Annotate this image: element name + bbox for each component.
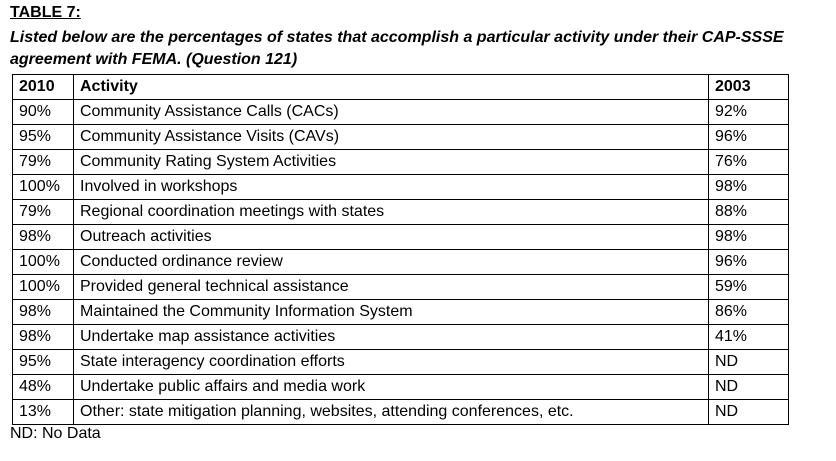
cell-2010: 100% (13, 250, 74, 275)
cell-activity: Regional coordination meetings with states (74, 200, 709, 225)
table-row (13, 100, 789, 125)
cell-2010: 98% (13, 300, 74, 325)
table-row (13, 125, 789, 150)
table-row (13, 325, 789, 350)
table-row (13, 275, 789, 300)
cell-2010: 100% (13, 175, 74, 200)
cell-activity: Outreach activities (74, 225, 709, 250)
cell-2010: 98% (13, 325, 74, 350)
table-header-row (13, 75, 789, 100)
table-caption: Listed below are the percentages of states that accomplish a particular activity under their CAP-SSSE agreement with FEMA. (Question 121) (10, 29, 784, 68)
cell-activity: Undertake map assistance activities (74, 325, 709, 350)
cell-2010: 90% (13, 100, 74, 125)
cell-activity: Conducted ordinance review (74, 250, 709, 275)
cell-2010: 100% (13, 275, 74, 300)
table-row (13, 150, 789, 175)
table-body (13, 100, 789, 425)
cell-2003: 41% (709, 325, 789, 350)
cell-activity: Undertake public affairs and media work (74, 375, 709, 400)
cell-activity: Provided general technical assistance (74, 275, 709, 300)
cell-2003: 98% (709, 225, 789, 250)
cell-activity: Community Assistance Visits (CAVs) (74, 125, 709, 150)
cell-2010: 79% (13, 150, 74, 175)
cell-activity: Community Assistance Calls (CACs) (74, 100, 709, 125)
cell-2003: ND (709, 375, 789, 400)
cell-2010: 79% (13, 200, 74, 225)
cell-activity: Community Rating System Activities (74, 150, 709, 175)
cell-2010: 13% (13, 400, 74, 425)
cell-2010: 95% (13, 350, 74, 375)
cell-2010: 95% (13, 125, 74, 150)
cell-2003: 98% (709, 175, 789, 200)
header-activity: Activity (74, 75, 709, 100)
table-row (13, 300, 789, 325)
cell-2003: 96% (709, 125, 789, 150)
activities-table (12, 74, 789, 425)
table-row (13, 175, 789, 200)
header-2003: 2003 (709, 75, 789, 100)
table-row (13, 350, 789, 375)
table-title: TABLE 7: (10, 4, 81, 21)
cell-activity: Involved in workshops (74, 175, 709, 200)
cell-activity: State interagency coordination efforts (74, 350, 709, 375)
cell-2003: 59% (709, 275, 789, 300)
table-row (13, 375, 789, 400)
footnote: ND: No Data (10, 425, 101, 442)
table-row (13, 400, 789, 425)
cell-activity: Other: state mitigation planning, websites, attending conferences, etc. (74, 400, 709, 425)
cell-2003: ND (709, 350, 789, 375)
cell-activity: Maintained the Community Information System (74, 300, 709, 325)
cell-2003: 86% (709, 300, 789, 325)
table-row (13, 200, 789, 225)
cell-2003: 92% (709, 100, 789, 125)
cell-2010: 48% (13, 375, 74, 400)
table-row (13, 225, 789, 250)
cell-2003: ND (709, 400, 789, 425)
cell-2003: 96% (709, 250, 789, 275)
cell-2010: 98% (13, 225, 74, 250)
cell-2003: 76% (709, 150, 789, 175)
header-2010: 2010 (13, 75, 74, 100)
table-row (13, 250, 789, 275)
cell-2003: 88% (709, 200, 789, 225)
